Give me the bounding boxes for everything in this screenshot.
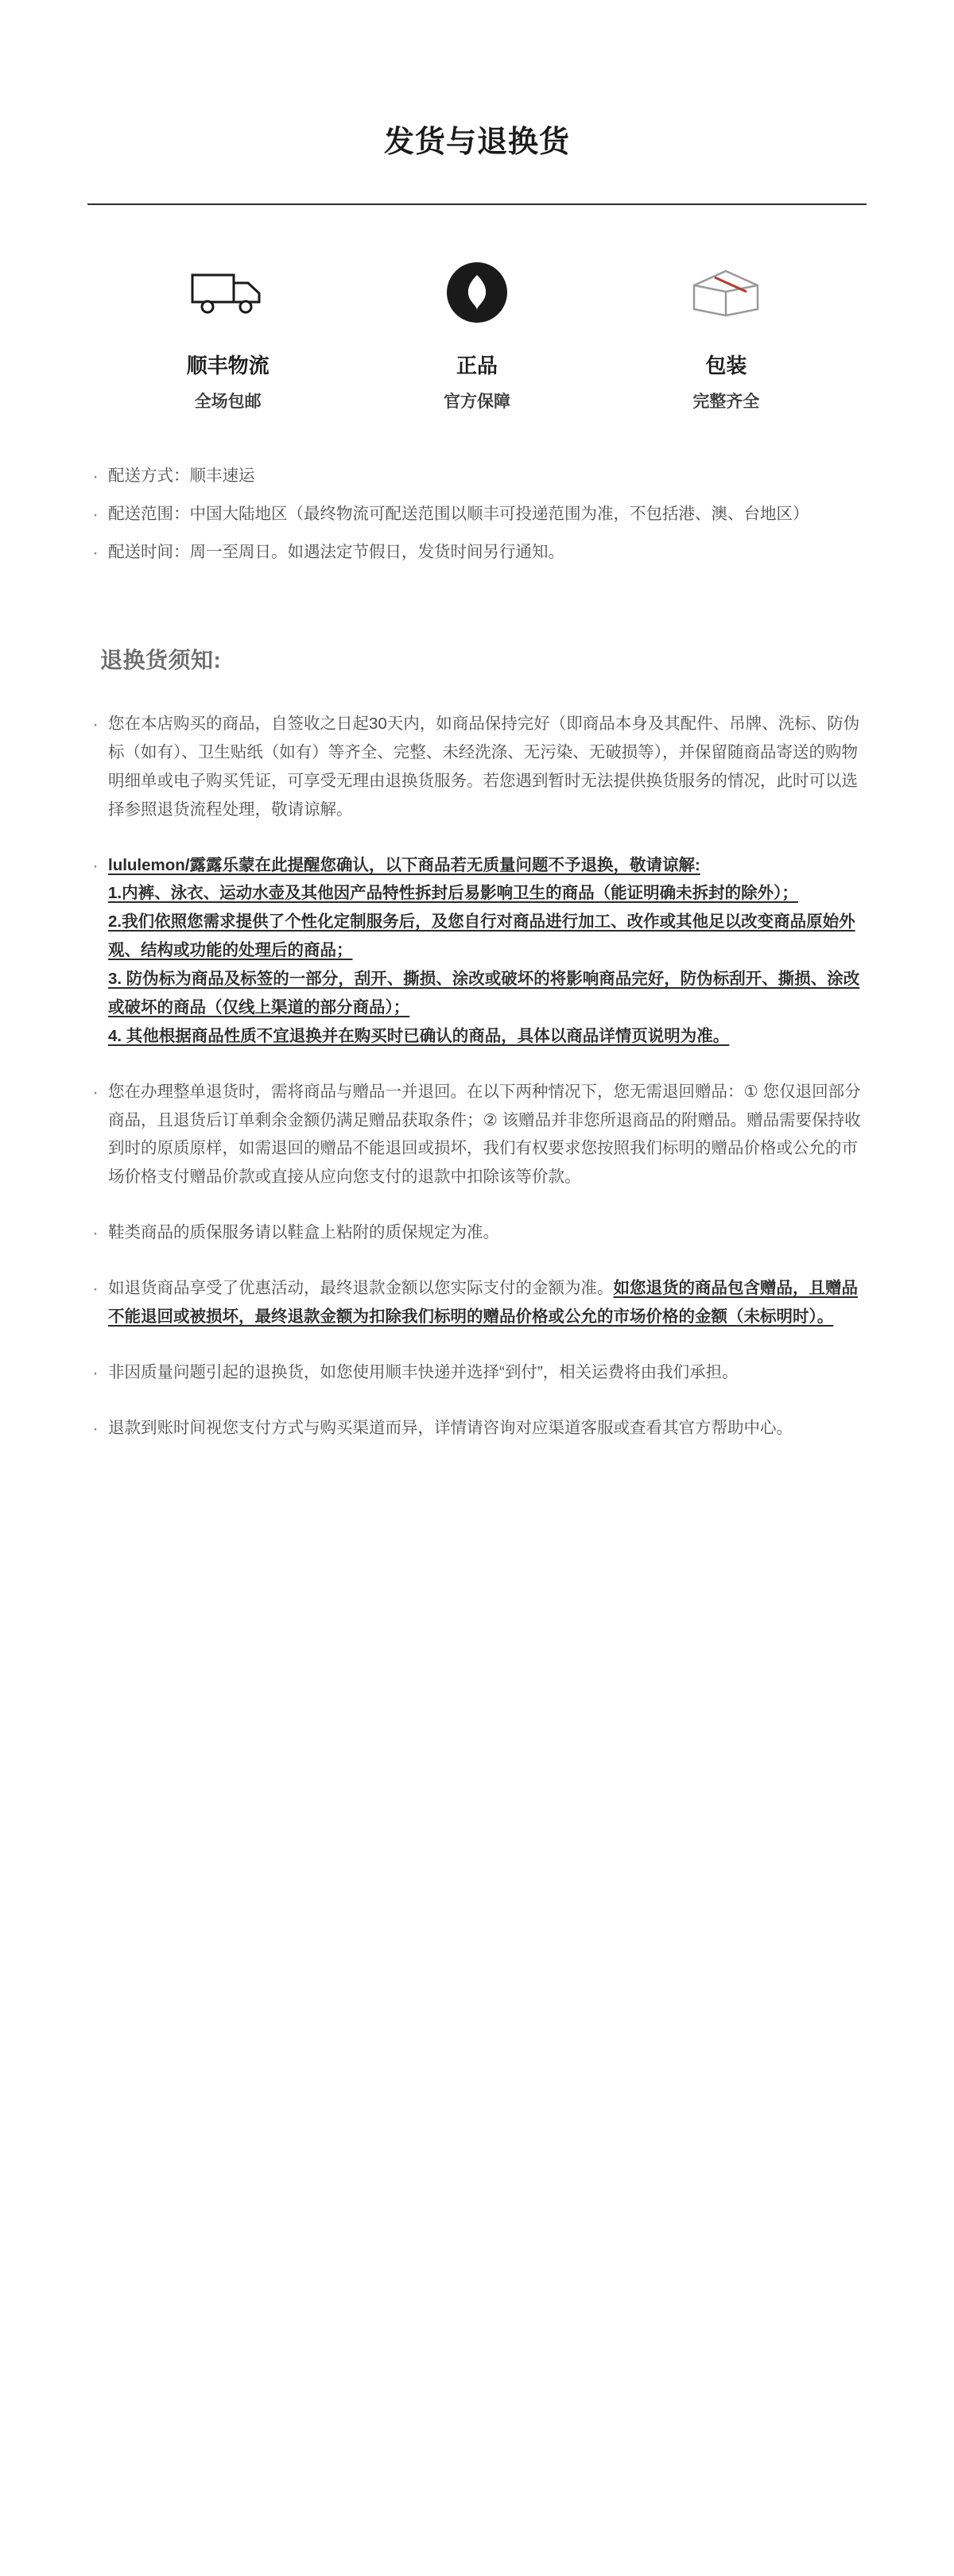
returns-policy-list [87, 710, 867, 1443]
list-item: · 您在办理整单退货时，需将商品与赠品一并退回。在以下两种情况下，您无需退回赠品：① 您仅退回部分商品，且退货后订单剩余金额仍满足赠品获取条件；② 该赠品并非您所退商品的附赠品。赠品需要保持收到时的原质原样，如需退回的赠品不能退回或损坏，我们有权要求您按照我们标明的赠品价格或公允的市场价格支付赠品价款或直接从应向您支付的退款中扣除该等价款。 [87, 1078, 867, 1192]
refund-bold-text: 如您退货的商品包含赠品，且赠品不能退回或被损坏，最终退款金额为扣除我们标明的赠品价格或公允的市场价格的金额（未标明时）。 [108, 1279, 858, 1326]
feature-subtitle: 全场包邮 [194, 393, 262, 412]
feature-subtitle: 完整齐全 [692, 393, 760, 412]
list-item: · 退款到账时间视您支付方式与购买渠道而异，详情请咨询对应渠道客服或查看其官方帮助中心。 [87, 1414, 867, 1443]
package-box-icon [602, 253, 851, 332]
list-item: · 配送时间：周一至周日。如遇法定节假日，发货时间另行通知。 [87, 538, 867, 567]
lululemon-logo-icon [352, 253, 601, 332]
sub-item: 3. 防伪标为商品及标签的一部分，刮开、撕损、涂改或破坏的将影响商品完好，防伪标刮开、撕损、涂改或破坏的商品（仅线上渠道的部分商品）； [108, 970, 860, 1017]
shipping-info-list [87, 462, 867, 567]
feature-shipping [103, 253, 352, 413]
sub-item: 2.我们依照您需求提供了个性化定制服务后，及您自行对商品进行加工、改作或其他足以改变商品原始外观、结构或功能的处理后的商品； [108, 912, 855, 960]
feature-title: 正品 [456, 354, 498, 378]
feature-authentic [352, 253, 601, 413]
list-item-non-returnable [87, 851, 867, 1051]
returns-heading: 退换货须知: [100, 648, 222, 673]
list-item: · 配送范围：中国大陆地区（最终物流可配送范围以顺丰可投递范围为准，不包括港、澳、台地区） [87, 500, 867, 529]
feature-subtitle: 官方保障 [443, 393, 510, 412]
sub-item: 4. 其他根据商品性质不宜退换并在购买时已确认的商品，具体以商品详情页说明为准。 [108, 1026, 730, 1045]
non-returnable-intro: lululemon/露露乐蒙在此提醒您确认，以下商品若无质量问题不予退换，敬请谅解: [108, 855, 700, 874]
list-item: · 您在本店购买的商品，自签收之日起30天内，如商品保持完好（即商品本身及其配件、吊牌、洗标、防伪标（如有）、卫生贴纸（如有）等齐全、完整、未经洗涤、无污染、无破损等），并保留随商品寄送的购物明细单或电子购买凭证，可享受无理由退换货服务。若您遇到暂时无法提供换货服务的情况，此时可以选择参照退货流程处理，敬请谅解。 [87, 710, 867, 824]
feature-packaging [602, 253, 851, 413]
list-item: · 鞋类商品的质保服务请以鞋盒上粘附的质保规定为准。 [87, 1218, 867, 1247]
document-page [0, 20, 954, 1564]
refund-plain-text: 如退货商品享受了优惠活动，最终退款金额以您实际支付的金额为准。 [108, 1279, 614, 1298]
bottom-spacer [87, 1470, 867, 1565]
list-item: · 非因质量问题引起的退换货，如您使用顺丰快递并选择“到付”，相关运费将由我们承担。 [87, 1358, 867, 1387]
list-item-refund [87, 1274, 867, 1331]
feature-title: 包装 [705, 354, 747, 378]
sub-item: 1.内裤、泳衣、运动水壶及其他因产品特性拆封后易影响卫生的商品（能证明确未拆封的除外）； [108, 884, 798, 903]
list-item: · 配送方式：顺丰速运 [87, 462, 867, 490]
truck-icon [103, 253, 352, 332]
feature-row [87, 205, 867, 413]
feature-title: 顺丰物流 [186, 354, 270, 378]
non-returnable-subitems [108, 879, 867, 1050]
page-title: 发货与退换货 [383, 126, 570, 160]
